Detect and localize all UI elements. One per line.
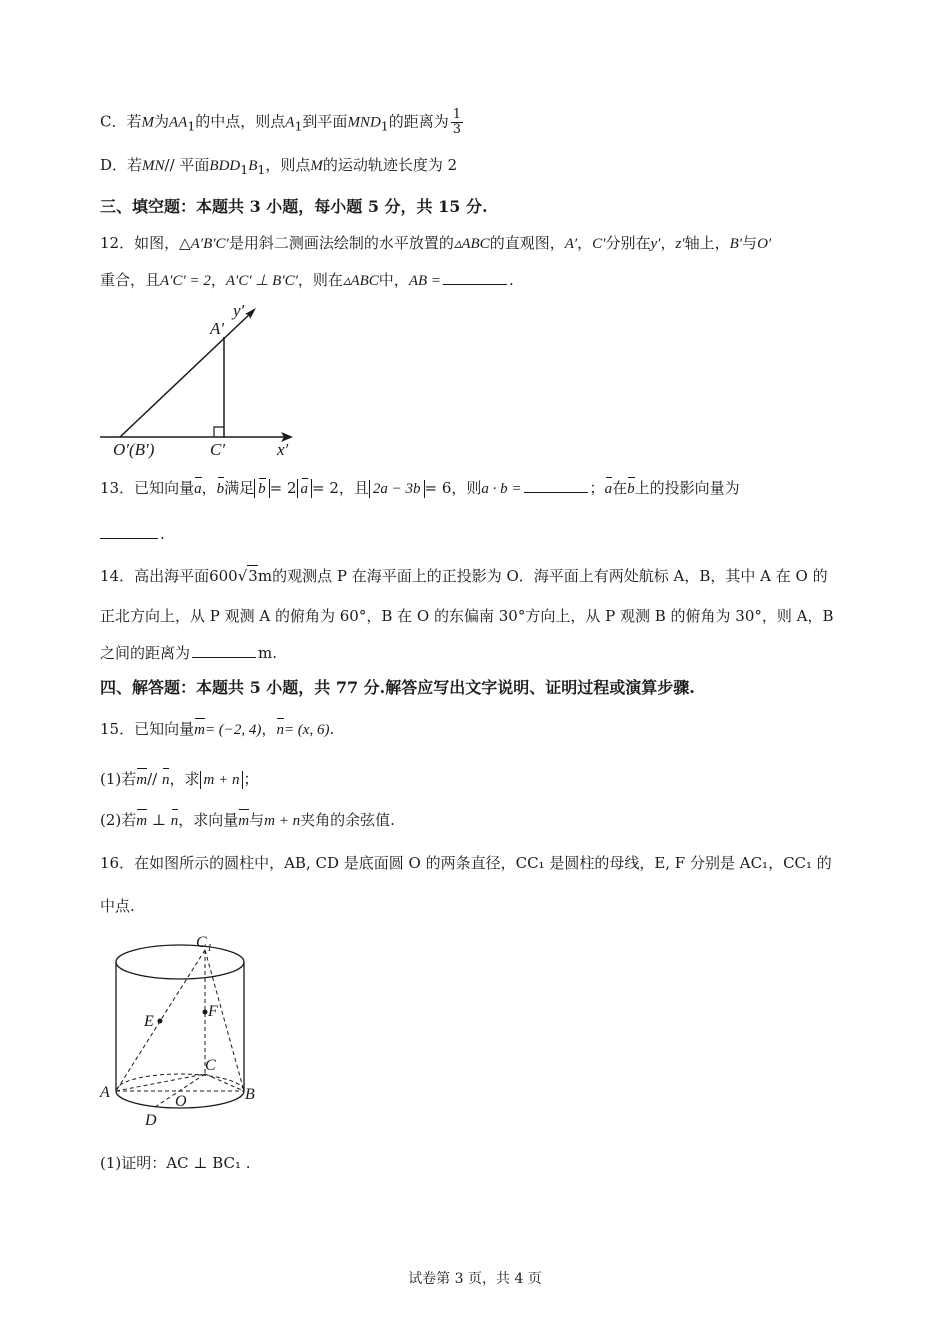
q15-part2: (2)若m ⊥ n，求向量m与m + n夹角的余弦值. — [100, 811, 395, 829]
point-f — [203, 1010, 208, 1015]
figure-q16-cylinder — [95, 930, 265, 1135]
q12-line1: 12．如图，△A′B′C′是用斜二测画法绘制的水平放置的▵ABC的直观图，A′，C′分别在y′，z′轴上，B′与O′ — [100, 234, 772, 252]
q16-line1: 16．在如图所示的圆柱中，AB, CD 是底面圆 O 的两条直径，CC₁ 是圆柱的母线，E, F 分别是 AC₁，CC₁ 的 — [100, 854, 832, 872]
section-4-heading: 四、解答题：本题共 5 小题，共 77 分.解答应写出文字说明、证明过程或演算步骤. — [100, 678, 695, 697]
answer-blank-13a — [524, 478, 588, 493]
fraction-one-third: $\frac{1}{3}$ — [452, 107, 462, 137]
section-3-heading: 三、填空题：本题共 3 小题，每小题 5 分，共 15 分. — [100, 197, 488, 216]
label-b: B — [245, 1086, 255, 1103]
label-a: A — [100, 1084, 110, 1101]
page-footer: 试卷第 3 页，共 4 页 — [408, 1271, 542, 1287]
answer-blank-12 — [443, 270, 507, 285]
label-y-prime: y′ — [233, 301, 245, 320]
label-x-prime: x′ — [277, 440, 289, 459]
label-f: F — [208, 1003, 218, 1020]
q15-part1: (1)若m// n，求 m + n ； — [100, 770, 259, 788]
figure-q12-oblique-triangle — [95, 300, 305, 465]
q12-line2: 重合，且A′C′ = 2，A′C′ ⊥ B′C′，则在▵ABC中，AB = . — [100, 271, 514, 289]
q14-line1: 14．高出海平面600√3m的观测点 P 在海平面上的正投影为 O．海平面上有两处航标 A，B，其中 A 在 O 的 — [100, 567, 828, 585]
q14-line3: 之间的距离为 m. — [100, 644, 278, 662]
point-e — [158, 1019, 163, 1024]
label-a-prime: A′ — [210, 319, 225, 338]
q15-line1: 15．已知向量m= (−2, 4)，n= (x, 6). — [100, 720, 335, 738]
q14-line2: 正北方向上，从 P 观测 A 的俯角为 60°，B 在 O 的东偏南 30°方向上，从 P 观测 B 的俯角为 30°，则 A，B — [100, 607, 834, 625]
label-c1-sub: 1 — [207, 943, 212, 954]
option-c: C．若M为$AA_1$的中点，则点$A_1$到平面$MND_1$的距离为 $\frac{1}{3}$ — [100, 107, 462, 137]
label-o: O — [175, 1093, 187, 1110]
q13-line1: 13．已知向量a，b满足 b = 2 a = 2，且 2a − 3b = 6，则a · b = ；a在b上的投影向量为 — [100, 479, 740, 497]
label-c1: C — [196, 934, 207, 951]
label-e: E — [144, 1013, 154, 1030]
q16-line2: 中点. — [100, 897, 135, 915]
q13-line2: . — [100, 524, 165, 544]
right-angle-mark — [214, 427, 224, 437]
q16-part1: (1)证明：AC ⊥ BC₁ . — [100, 1154, 251, 1172]
answer-blank-14 — [192, 643, 256, 658]
option-d: D．若MN// 平面$BDD_1B_1$，则点M的运动轨迹长度为 2 — [100, 156, 458, 177]
y-axis — [120, 312, 252, 437]
label-o-prime-b-prime: O′(B′) — [113, 440, 155, 459]
label-d: D — [145, 1112, 157, 1129]
answer-blank-13b — [100, 524, 158, 539]
top-circle — [116, 945, 244, 979]
label-c: C — [205, 1057, 216, 1074]
label-c-prime: C′ — [210, 440, 226, 459]
